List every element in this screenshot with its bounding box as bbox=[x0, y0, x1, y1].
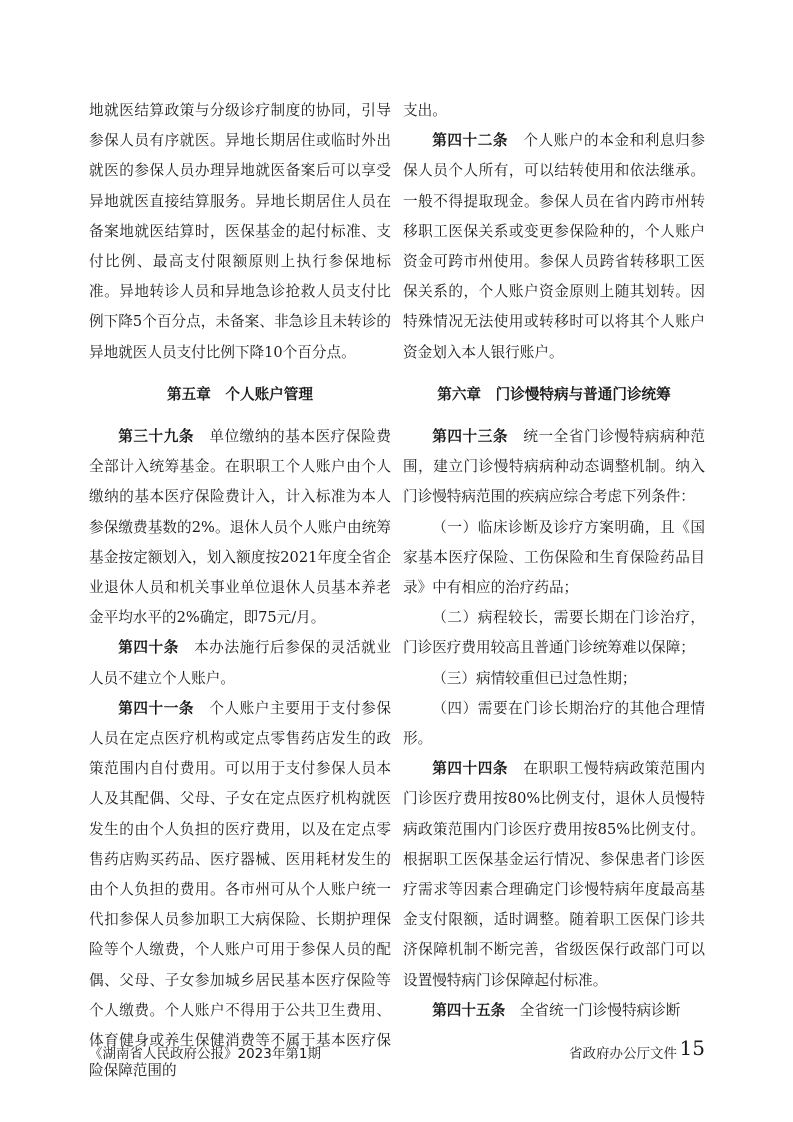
article-title: 第三十九条 bbox=[118, 428, 195, 446]
article-43 bbox=[403, 422, 705, 513]
article-42 bbox=[403, 126, 705, 368]
article-text: 本办法施行后参保的灵活就业人员不建立个人账户。 bbox=[89, 639, 391, 687]
article-41 bbox=[89, 694, 391, 1087]
article-title: 第四十五条 bbox=[432, 1001, 506, 1019]
chapter-heading: 第五章 个人账户管理 bbox=[167, 385, 313, 403]
list-item: （四）需要在门诊长期治疗的其他合理情形。 bbox=[403, 699, 705, 748]
right-column bbox=[403, 96, 705, 1026]
article-40 bbox=[89, 633, 391, 693]
article-text: 在职职工慢特病政策范围内门诊医疗费用按80%比例支付，退休人员慢特病政策范围内门诊医疗费用按85%比例支付。根据职工医保基金运行情况、参保患者门诊医疗需求等因素合理确定门诊慢特病年度最高基金支付限额，适时调整。随着职工医保门诊共济保障机制不断完善，省级医保行政部门可以设置慢特病门诊保障起付标准。 bbox=[403, 760, 705, 989]
chapter-heading: 第六章 门诊慢特病与普通门诊统筹 bbox=[437, 385, 671, 403]
article-title: 第四十条 bbox=[118, 639, 179, 657]
paragraph: 地就医结算政策与分级诊疗制度的协同，引导参保人员有序就医。异地长期居住或临时外出就医的参保人员办理异地就医备案后可以享受异地就医直接结算服务。异地长期居住人员在备案地就医结算时，医保基金的起付标准、支付比例、最高支付限额原则上执行参保地标准。异地转诊人员和异地急诊抢救人员支付比例下降5个百分点，未备案、非急诊且未转诊的异地就医人员支付比例下降10个百分点。 bbox=[89, 102, 391, 361]
article-title: 第四十四条 bbox=[432, 760, 509, 778]
article-text: 个人账户的本金和利息归参保人员个人所有，可以结转使用和依法继承。一般不得提取现金。参保人员在省内跨市州转移职工医保关系或变更参保险种的，个人账户资金可跨市州使用。参保人员跨省转移职工医保关系的，个人账户资金原则上随其划转。因特殊情况无法使用或转移时可以将其个人账户资金划入本人银行账户。 bbox=[403, 132, 705, 361]
page-footer bbox=[89, 1036, 705, 1066]
article-39 bbox=[89, 422, 391, 633]
article-45 bbox=[403, 996, 705, 1026]
left-column bbox=[89, 96, 391, 1087]
page-number: 15 bbox=[679, 1036, 705, 1060]
article-title: 第四十一条 bbox=[118, 699, 195, 717]
list-item: （三）病情较重但已过急性期； bbox=[432, 669, 637, 687]
list-item: （一）临床诊断及诊疗方案明确，且《国家基本医疗保险、工伤保险和生育保险药品目录》中有相应的治疗药品； bbox=[403, 518, 705, 597]
list-item: （二）病程较长，需要长期在门诊治疗，门诊医疗费用较高且普通门诊统筹难以保障； bbox=[403, 609, 705, 657]
section-name: 省政府办公厅文件 bbox=[569, 1046, 677, 1062]
article-title: 第四十三条 bbox=[432, 428, 509, 446]
article-text: 全省统一门诊慢特病诊断 bbox=[519, 1001, 681, 1019]
paragraph: 支出。 bbox=[403, 102, 447, 119]
article-text: 统一全省门诊慢特病病种范围，建立门诊慢特病病种动态调整机制。纳入门诊慢特病范围的疾病应综合考虑下列条件： bbox=[403, 428, 705, 506]
article-text: 单位缴纳的基本医疗保险费全部计入统筹基金。在职职工个人账户由个人缴纳的基本医疗保险费计入，计入标准为本人参保缴费基数的2%。退休人员个人账户由统筹基金按定额划入，划入额度按2021年度全省企业退休人员和机关事业单位退休人员基本养老金平均水平的2%确定，即75元/月。 bbox=[89, 428, 391, 627]
article-44 bbox=[403, 754, 705, 996]
journal-name: 《湖南省人民政府公报》2023年第1期 bbox=[89, 1046, 321, 1062]
article-text: 个人账户主要用于支付参保人员在定点医疗机构或定点零售药店发生的政策范围内自付费用。可以用于支付参保人员本人及其配偶、父母、子女在定点医疗机构就医发生的由个人负担的医疗费用，以及在定点零售药店购买药品、医疗器械、医用耗材发生的由个人负担的费用。各市州可从个人账户统一代扣参保人员参加职工大病保险、长期护理保险等个人缴费，个人账户可用于参保人员的配偶、父母、子女参加城乡居民基本医疗保险等个人缴费。个人账户不得用于公共卫生费用、体育健身或养生保健消费等不属于基本医疗保险保障范围的 bbox=[89, 699, 391, 1080]
article-title: 第四十二条 bbox=[432, 132, 509, 150]
